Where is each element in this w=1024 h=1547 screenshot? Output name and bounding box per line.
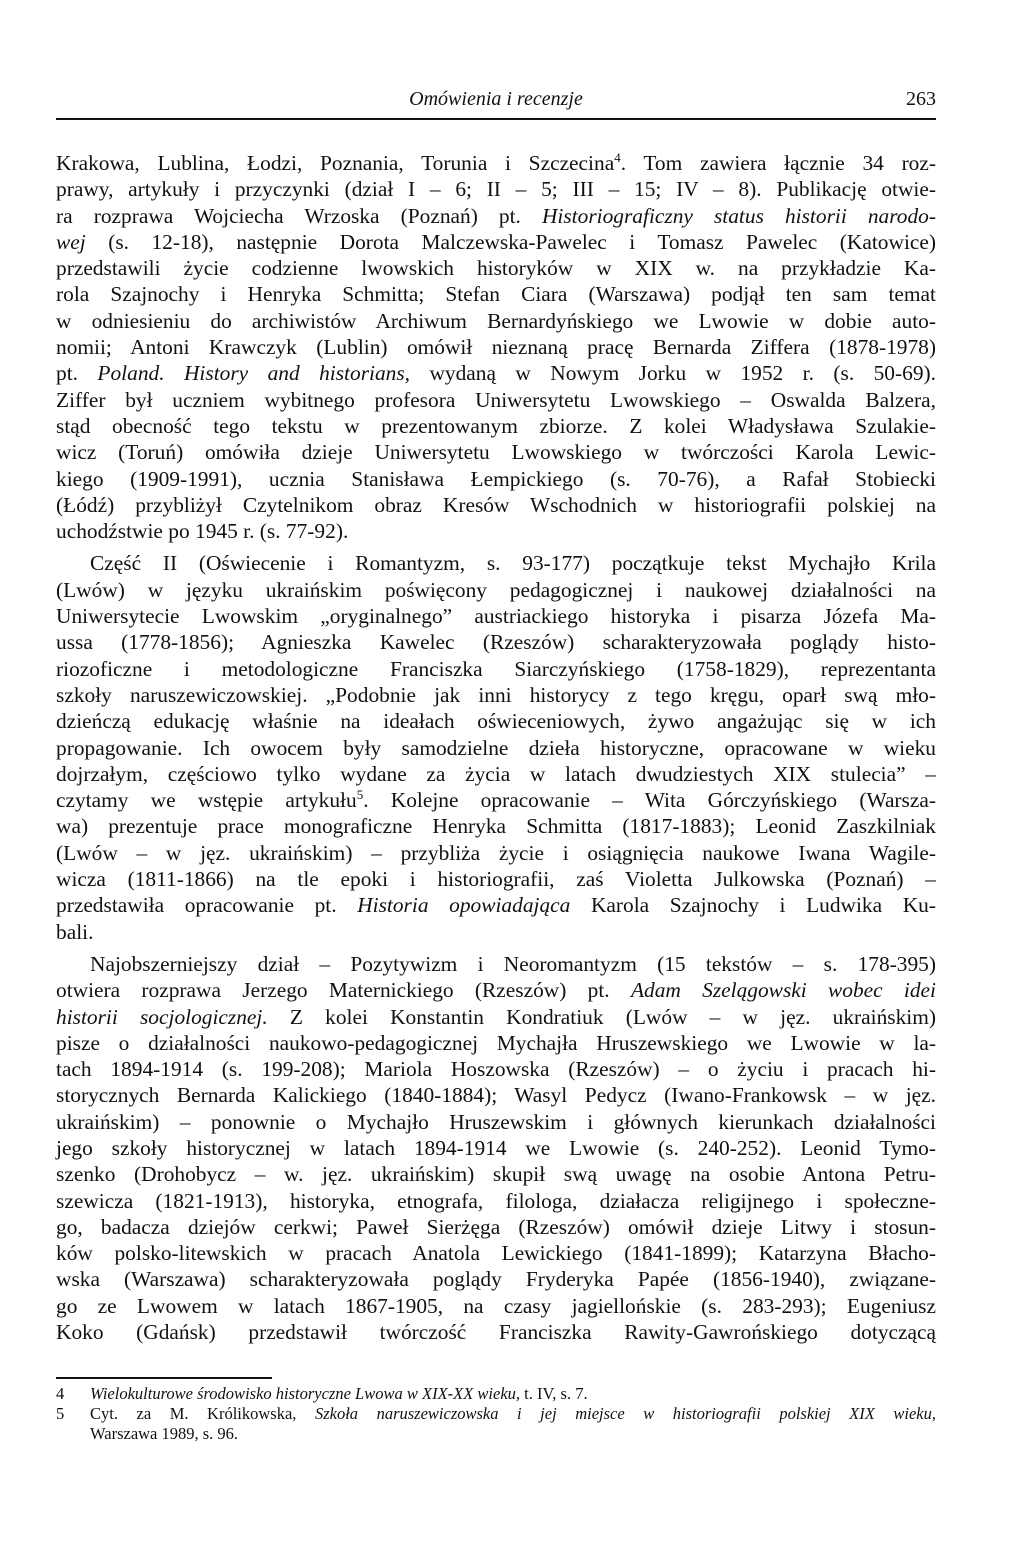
text-line: go, badacza dziejów cerkwi; Paweł Sierżęga (Rzeszów) omówił dzieje Litwy i stosun- <box>56 1214 936 1239</box>
text-line: Część II (Oświecenie i Romantyzm, s. 93-177) początkuje tekst Mychajło Krila <box>90 551 936 576</box>
text-line: prawy, artykuły i przyczynki (dział I – 6; II – 5; III – 15; IV – 8). Publikację otwie- <box>56 177 936 202</box>
text-line: pt. Poland. History and historians, wydaną w Nowym Jorku w 1952 r. (s. 50-69). <box>56 361 936 386</box>
text-line: wska (Warszawa) scharakteryzowała poglądy Fryderyka Papée (1856-1940), związane- <box>56 1267 936 1292</box>
text-line: storycznych Bernarda Kalickiego (1840-1884); Wasyl Pedycz (Iwano-Frankowsk – w jęz. <box>56 1083 936 1108</box>
text-line: historii socjologicznej. Z kolei Konstantin Kondratiuk (Lwów – w jęz. ukraińskim) <box>56 1004 937 1029</box>
text-line: wicza (1811-1866) na tle epoki i historiografii, zaś Violetta Julkowska (Poznań) – <box>56 867 936 892</box>
paragraph <box>56 550 936 944</box>
text-line: wa) prezentuje prace monograficzne Henryka Schmitta (1817-1883); Leonid Zaszkilniak <box>56 814 936 839</box>
footnote-divider <box>56 1377 272 1379</box>
footnote <box>56 1384 936 1404</box>
main-text <box>56 150 936 1345</box>
text-line: stąd obecność tego tekstu w prezentowanym zbiorze. Z kolei Władysława Szulakie- <box>56 413 936 438</box>
text-line: wicz (Toruń) omówiła dzieje Uniwersytetu Lwowskiego w twórczości Karola Lewic- <box>56 440 936 465</box>
footnote-text: Warszawa 1989, s. 96. <box>90 1424 239 1443</box>
text-line: riozoficzne i metodologiczne Franciszka Siarczyńskiego (1758-1829), reprezentanta <box>56 656 936 681</box>
text-line: szewicza (1821-1913), historyka, etnografa, filologa, działacza religijnego i społeczne- <box>56 1188 936 1213</box>
text-line: (Lwów) w języku ukraińskim poświęcony pedagogicznej i naukowej działalności na <box>56 577 936 602</box>
paragraph <box>56 150 936 544</box>
text-line: (Łódź) przybliżył Czytelnikom obraz Kresów Wschodnich w historiografii polskiej na <box>56 492 936 517</box>
running-header <box>56 88 936 120</box>
text-line: w odniesieniu do archiwistów Archiwum Bernardyńskiego we Lwowie w dobie auto- <box>56 308 936 333</box>
text-line: Krakowa, Lublina, Łodzi, Poznania, Torunia i Szczecina$^4$. Tom zawiera łącznie 34 roz- <box>56 150 937 175</box>
text-line: propagowanie. Ich owocem były samodzielne dzieła historyczne, opracowane w wieku <box>56 735 936 760</box>
text-line: ussa (1778-1856); Agnieszka Kawelec (Rzeszów) scharakteryzowała poglądy histo- <box>56 630 936 655</box>
text-line: pisze o działalności naukowo-pedagogicznej Mychajła Hruszewskiego we Lwowie w la- <box>56 1030 936 1055</box>
text-line: nomii; Antoni Krawczyk (Lublin) omówił nieznaną pracę Bernarda Ziffera (1878-1978) <box>56 335 936 360</box>
text-line: wej (s. 12-18), następnie Dorota Malczewska-Pawelec i Tomasz Pawelec (Katowice) <box>56 229 936 254</box>
text-line: kiego (1909-1991), ucznia Stanisława Łempickiego (s. 70-76), a Rafał Stobiecki <box>56 466 936 491</box>
text-line: czytamy we wstępie artykułu$^5$. Kolejne opracowanie – Wita Górczyńskiego (Warsza- <box>56 787 936 813</box>
footnote-number: 4 <box>56 1384 65 1403</box>
running-title: Omówienia i recenzje <box>409 88 583 110</box>
footnote-text: Wielokulturowe środowisko historyczne Lwowa w XIX-XX wieku, t. IV, s. 7. <box>90 1384 588 1403</box>
text-line: szkoły naruszewiczowskiej. „Podobnie jak inni historycy z tego kręgu, oparł swą mło- <box>56 682 936 707</box>
footnote-ref[interactable]: 5 <box>356 787 364 803</box>
text-line: jego szkoły historycznej w latach 1894-1914 we Lwowie (s. 240-252). Leonid Tymo- <box>56 1135 936 1160</box>
text-line: go ze Lwowem w latach 1867-1905, na czasy jagiellońskie (s. 283-293); Eugeniusz <box>56 1293 936 1318</box>
text-line: otwiera rozprawa Jerzego Maternickiego (Rzeszów) pt. Adam Szelągowski wobec idei <box>56 978 936 1003</box>
text-line: ków polsko-litewskich w pracach Anatola Lewickiego (1841-1899); Katarzyna Błacho- <box>56 1241 936 1266</box>
text-line: uchodźstwie po 1945 r. (s. 77-92). <box>56 519 349 544</box>
text-line: (Lwów – w jęz. ukraińskim) – przybliża życie i osiągnięcia naukowe Iwana Wagile- <box>56 840 936 865</box>
text-line: tach 1894-1914 (s. 199-208); Mariola Hoszowska (Rzeszów) – o życiu i pracach hi- <box>56 1057 936 1082</box>
page-number: 263 <box>906 88 936 110</box>
text-line: rola Szajnochy i Henryka Schmitta; Stefan Ciara (Warszawa) podjął ten sam temat <box>56 282 936 307</box>
text-line: Ziffer był uczniem wybitnego profesora Uniwersytetu Lwowskiego – Oswalda Balzera, <box>56 387 936 412</box>
text-line: ukraińskim) – ponownie o Mychajło Hruszewskim i głównych kierunkach działalności <box>56 1109 936 1134</box>
footnote-text: Cyt. za M. Królikowska, Szkoła naruszewiczowska i jej miejsce w historiografii polskiej XIX wieku, <box>90 1404 936 1423</box>
text-line: Koko (Gdańsk) przedstawił twórczość Franciszka Rawity-Gawrońskiego dotyczącą <box>56 1320 936 1345</box>
text-line: bali. <box>56 919 94 944</box>
text-line: Uniwersytecie Lwowskim „oryginalnego” austriackiego historyka i pisarza Józefa Ma- <box>56 604 936 629</box>
paragraph <box>56 951 936 1345</box>
text-line: dzieńczą edukację właśnie na ideałach oświeceniowych, żywo angażując się w ich <box>56 709 936 734</box>
text-line: przedstawili życie codzienne lwowskich historyków w XIX w. na przykładzie Ka- <box>56 256 936 281</box>
footnote-ref[interactable]: 4 <box>614 150 621 165</box>
text-line: przedstawiła opracowanie pt. Historia opowiadająca Karola Szajnochy i Ludwika Ku- <box>56 893 936 918</box>
footnote-number: 5 <box>56 1404 65 1423</box>
text-line: szenko (Drohobycz – w. jęz. ukraińskim) skupił swą uwagę na osobie Antona Petru- <box>56 1162 936 1187</box>
footnotes <box>56 1384 936 1444</box>
text-line: ra rozprawa Wojciecha Wrzoska (Poznań) pt. Historiograficzny status historii narodo- <box>56 203 936 228</box>
text-line: Najobszerniejszy dział – Pozytywizm i Neoromantyzm (15 tekstów – s. 178-395) <box>90 951 936 976</box>
text-line: dojrzałym, częściowo tylko wydane za życia w latach dwudziestych XIX stulecia” – <box>56 761 936 786</box>
footnote <box>56 1404 936 1444</box>
